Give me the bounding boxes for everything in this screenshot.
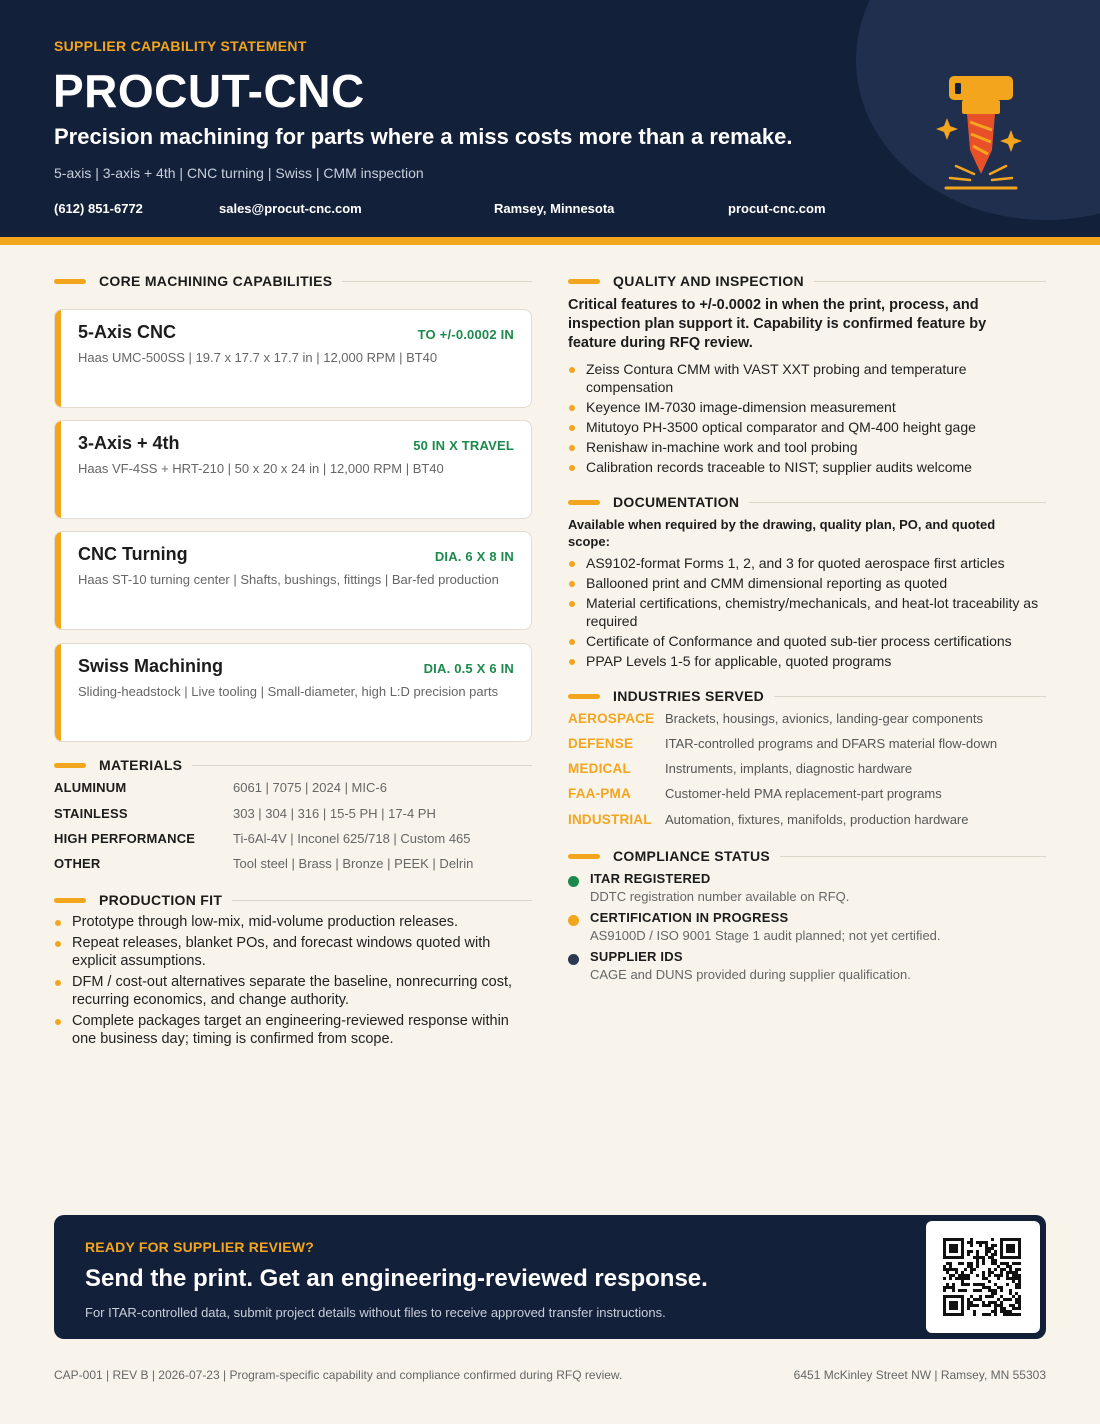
- capability-card-5-axis: [54, 309, 532, 408]
- card-accent: [55, 532, 61, 629]
- card-description: Haas UMC-500SS | 19.7 x 17.7 x 17.7 in | 12,000 RPM | BT40: [78, 350, 438, 365]
- material-value: 303 | 304 | 316 | 15-5 PH | 17-4 PH: [233, 806, 436, 821]
- section-title: CORE MACHINING CAPABILITIES: [99, 273, 333, 289]
- qr-code-graphic: [943, 1238, 1021, 1316]
- list-item: PPAP Levels 1-5 for applicable, quoted programs: [568, 652, 1046, 670]
- compliance-desc: AS9100D / ISO 9001 Stage 1 audit planned; not yet certified.: [590, 928, 941, 943]
- documentation-lead: Available when required by the drawing, quality plan, PO, and quoted scope:: [568, 517, 996, 549]
- production-fit-heading: [54, 891, 532, 909]
- list-item: Ballooned print and CMM dimensional reporting as quoted: [568, 574, 1046, 592]
- header-accent-bar: [0, 237, 1100, 245]
- contact-email[interactable]: sales@procut-cnc.com: [219, 201, 362, 216]
- cta-subtext: For ITAR-controlled data, submit project details without files to receive approved transfer instructions.: [85, 1305, 666, 1320]
- list-item: DFM / cost-out alternatives separate the baseline, nonrecurring cost, recurring economics, and change authority.: [54, 973, 532, 1010]
- material-label: STAINLESS: [54, 806, 128, 821]
- card-accent: [55, 310, 61, 407]
- industry-label: MEDICAL: [568, 761, 631, 776]
- compliance-heading: [568, 847, 1046, 865]
- cta-eyebrow: READY FOR SUPPLIER REVIEW?: [85, 1239, 314, 1255]
- qr-code-icon[interactable]: [926, 1221, 1040, 1333]
- material-label: ALUMINUM: [54, 780, 127, 795]
- section-title: DOCUMENTATION: [613, 494, 740, 510]
- list-item: Mitutoyo PH-3500 optical comparator and QM-400 height gage: [568, 418, 1038, 436]
- footer-address: 6451 McKinley Street NW | Ramsey, MN 55303: [793, 1368, 1046, 1382]
- status-dot-navy: [568, 954, 579, 965]
- materials-heading: [54, 756, 532, 774]
- heading-dash: [568, 500, 600, 505]
- compliance-desc: CAGE and DUNS provided during supplier qualification.: [590, 967, 911, 982]
- section-title: INDUSTRIES SERVED: [613, 688, 765, 704]
- section-title: COMPLIANCE STATUS: [613, 848, 771, 864]
- quality-heading: [568, 272, 1046, 290]
- card-title: 5-Axis CNC: [78, 322, 177, 342]
- list-item: Renishaw in-machine work and tool probing: [568, 438, 1038, 456]
- card-accent: [55, 644, 61, 741]
- industry-value: Customer-held PMA replacement-part programs: [665, 786, 942, 801]
- milling-cutter-icon: [930, 70, 1030, 194]
- heading-dash: [54, 763, 86, 768]
- company-name: PROCUT-CNC: [53, 65, 365, 117]
- compliance-title: ITAR REGISTERED: [590, 871, 711, 886]
- status-dot-amber: [568, 915, 579, 926]
- cta-banner: [54, 1215, 1046, 1339]
- industry-label: FAA-PMA: [568, 786, 631, 801]
- compliance-title: CERTIFICATION IN PROGRESS: [590, 910, 789, 925]
- heading-rule: [232, 900, 532, 901]
- list-item: AS9102-format Forms 1, 2, and 3 for quoted aerospace first articles: [568, 554, 1046, 572]
- documentation-heading: [568, 493, 1046, 511]
- industry-value: ITAR-controlled programs and DFARS material flow-down: [665, 736, 998, 751]
- list-item: Zeiss Contura CMM with VAST XXT probing and temperature compensation: [568, 360, 1038, 396]
- status-dot-green: [568, 876, 579, 887]
- list-item: Certificate of Conformance and quoted sub-tier process certifications: [568, 632, 1046, 650]
- heading-rule: [749, 502, 1046, 503]
- industry-label: DEFENSE: [568, 736, 634, 751]
- documentation-list: [568, 554, 1046, 672]
- list-item: Prototype through low-mix, mid-volume production releases.: [54, 913, 532, 932]
- card-description: Haas ST-10 turning center | Shafts, bushings, fittings | Bar-fed production: [78, 572, 499, 587]
- contact-website[interactable]: procut-cnc.com: [728, 201, 826, 216]
- header-banner: [0, 0, 1100, 237]
- heading-rule: [192, 765, 532, 766]
- material-value: 6061 | 7075 | 2024 | MIC-6: [233, 780, 387, 795]
- industry-label: INDUSTRIAL: [568, 812, 652, 827]
- heading-dash: [54, 279, 86, 284]
- heading-dash: [54, 898, 86, 903]
- heading-rule: [814, 281, 1046, 282]
- card-badge: DIA. 0.5 X 6 IN: [423, 661, 514, 676]
- card-description: Haas VF-4SS + HRT-210 | 50 x 20 x 24 in | 12,000 RPM | BT40: [78, 461, 444, 476]
- cta-headline: Send the print. Get an engineering-reviewed response.: [85, 1265, 708, 1292]
- footer-document-info: CAP-001 | REV B | 2026-07-23 | Program-specific capability and compliance confirmed during RFQ review.: [54, 1368, 623, 1382]
- section-title: MATERIALS: [99, 757, 183, 773]
- services-line: 5-axis | 3-axis + 4th | CNC turning | Swiss | CMM inspection: [54, 165, 424, 181]
- heading-dash: [568, 279, 600, 284]
- card-accent: [55, 421, 61, 518]
- industries-heading: [568, 687, 1046, 705]
- card-description: Sliding-headstock | Live tooling | Small-diameter, high L:D precision parts: [78, 684, 499, 699]
- capability-card-turning: [54, 531, 532, 630]
- material-value: Ti-6Al-4V | Inconel 625/718 | Custom 465: [233, 831, 471, 846]
- heading-dash: [568, 694, 600, 699]
- list-item: Material certifications, chemistry/mechanicals, and heat-lot traceability as required: [568, 594, 1046, 630]
- card-badge: TO +/-0.0002 IN: [417, 327, 514, 342]
- header-eyebrow: SUPPLIER CAPABILITY STATEMENT: [54, 38, 307, 54]
- material-label: OTHER: [54, 856, 101, 871]
- capability-card-3-axis: [54, 420, 532, 519]
- industry-value: Instruments, implants, diagnostic hardware: [665, 761, 913, 776]
- section-title: PRODUCTION FIT: [99, 892, 223, 908]
- contact-location: Ramsey, Minnesota: [494, 201, 615, 216]
- compliance-title: SUPPLIER IDS: [590, 949, 683, 964]
- heading-rule: [780, 856, 1046, 857]
- list-item: Repeat releases, blanket POs, and forecast windows quoted with explicit assumptions.: [54, 934, 532, 971]
- heading-rule: [342, 281, 532, 282]
- heading-rule: [774, 696, 1046, 697]
- card-title: Swiss Machining: [78, 656, 224, 676]
- industry-value: Brackets, housings, avionics, landing-gear components: [665, 711, 983, 726]
- section-title: QUALITY AND INSPECTION: [613, 273, 804, 289]
- material-label: HIGH PERFORMANCE: [54, 831, 196, 846]
- tagline: Precision machining for parts where a miss costs more than a remake.: [54, 124, 793, 149]
- list-item: Calibration records traceable to NIST; supplier audits welcome: [568, 458, 1038, 476]
- production-fit-list: [54, 913, 532, 1051]
- card-title: CNC Turning: [78, 544, 188, 564]
- contact-phone[interactable]: (612) 851-6772: [54, 201, 143, 216]
- card-badge: 50 IN X TRAVEL: [413, 438, 514, 453]
- capability-card-swiss: [54, 643, 532, 742]
- card-title: 3-Axis + 4th: [78, 433, 180, 453]
- quality-list: [568, 360, 1038, 478]
- core-capabilities-heading: [54, 272, 532, 290]
- heading-dash: [568, 854, 600, 859]
- quality-lead: Critical features to +/-0.0002 in when the print, process, and inspection plan support it. Capability is confirmed feature by feature during RFQ review.: [568, 297, 987, 351]
- compliance-desc: DDTC registration number available on RFQ.: [590, 889, 850, 904]
- industry-label: AEROSPACE: [568, 711, 655, 726]
- card-badge: DIA. 6 X 8 IN: [434, 549, 514, 564]
- list-item: Keyence IM-7030 image-dimension measurement: [568, 398, 1038, 416]
- industry-value: Automation, fixtures, manifolds, production hardware: [665, 812, 969, 827]
- material-value: Tool steel | Brass | Bronze | PEEK | Delrin: [233, 856, 474, 871]
- list-item: Complete packages target an engineering-reviewed response within one business day; timing is confirmed from scope.: [54, 1012, 532, 1049]
